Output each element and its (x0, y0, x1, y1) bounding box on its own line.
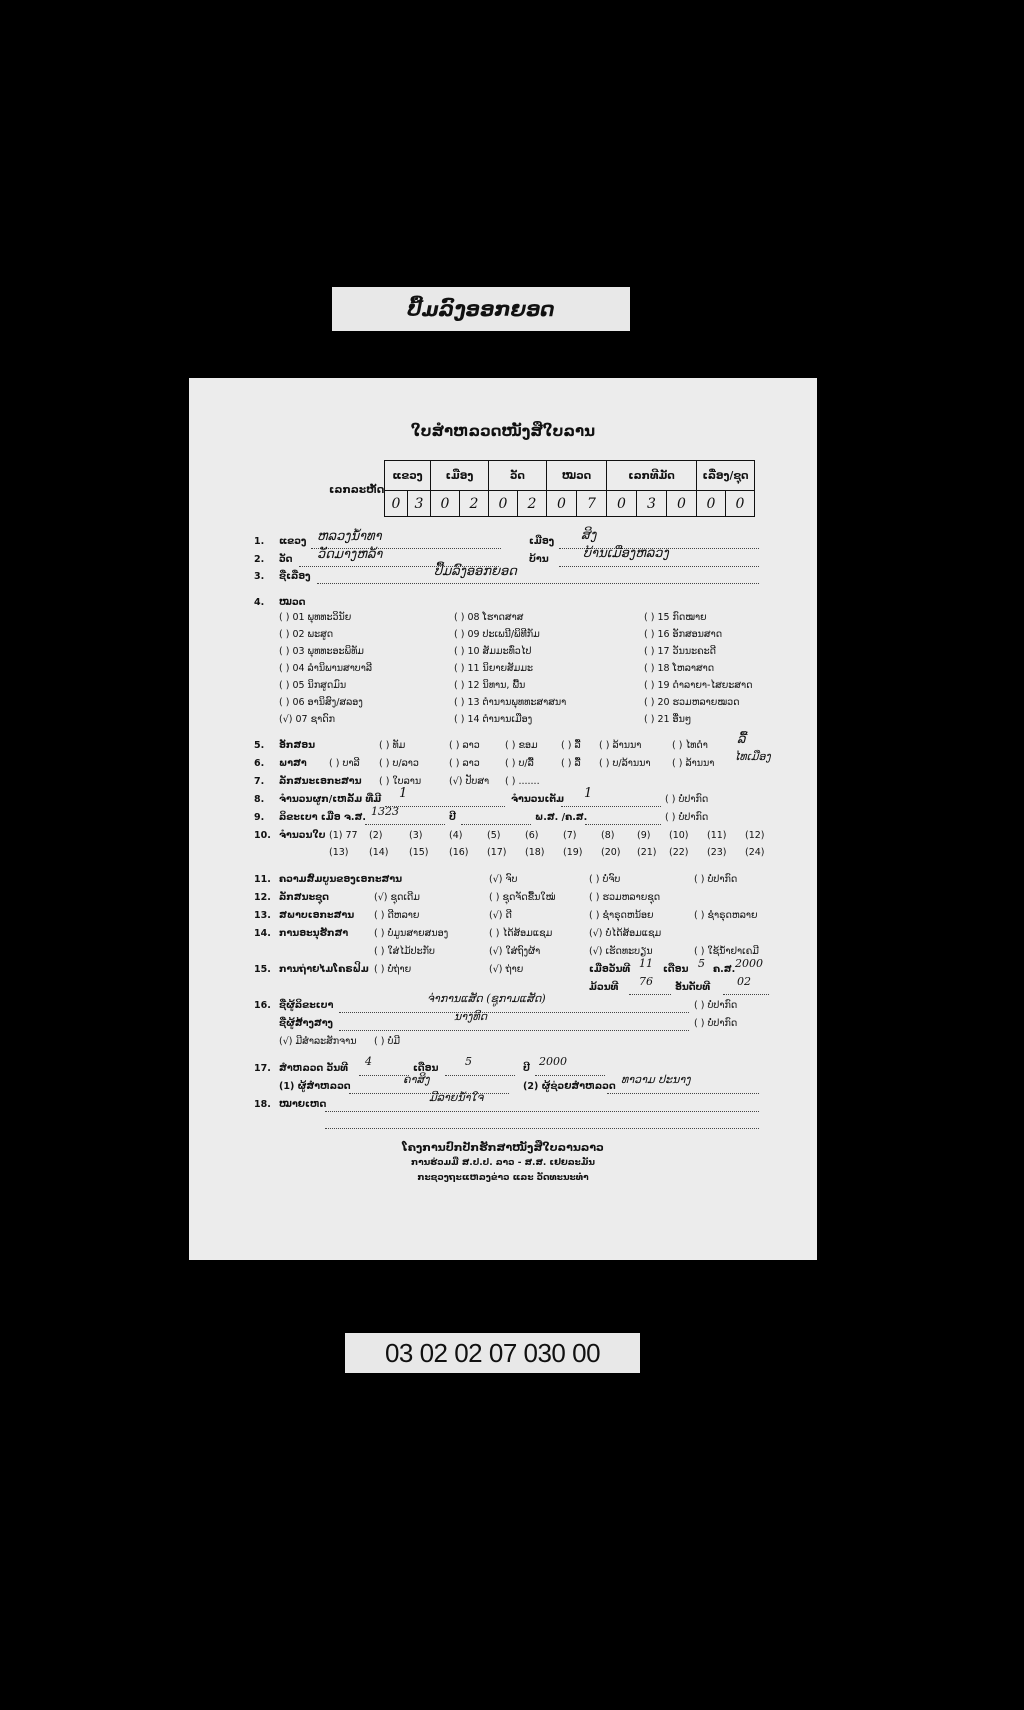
fill-line (365, 824, 445, 825)
language-option: ( ) ລື້ (561, 758, 581, 769)
title-value: ປື້ມລົງອອກຍອດ (434, 564, 517, 579)
fill-line (445, 1075, 515, 1076)
code-digit: 7 (577, 491, 607, 517)
conservation-option: ( ) ບໍ່ມູນສາຍສນອງ (374, 928, 449, 939)
code-digit: 0 (489, 491, 518, 517)
footer-cooperation: ການຮ່ວມມື ສ.ປ.ປ. ລາວ - ສ.ສ. ເຢຍລະມັນ (411, 1158, 595, 1168)
code-digit: 0 (431, 491, 460, 517)
leaf-cell: (4) (449, 830, 463, 841)
category-option: ( ) 04 ລໍານິພານສາບາລີ (279, 663, 373, 674)
set-type-option: ( ) ຊຸດຈັດຂື້ນໃໝ່ (489, 892, 556, 903)
sequence-value: 02 (737, 975, 751, 988)
remarks-label: ໝາຍເຫດ (279, 1099, 327, 1110)
film-month-label: ເດືອນ (663, 964, 689, 975)
language-option: ( ) ລາວ (449, 758, 480, 769)
fill-line (559, 566, 759, 567)
form-title: ໃບສໍາຫລວດໜັງສືໃບລານ (410, 422, 596, 440)
language-option: ( ) ບ/ລາວ (379, 758, 419, 769)
survey-year-value: 2000 (539, 1055, 567, 1068)
script-option: ( ) ໄທດໍາ (672, 740, 708, 751)
completeness-option: ( ) ບໍ່ປາກົດ (694, 874, 738, 885)
roll-label: ມ້ວນທີ (589, 982, 619, 993)
row-number: 16. (254, 1000, 271, 1011)
survey-form (189, 378, 817, 1260)
code-digit: 3 (408, 491, 431, 517)
microfilm-option: (√) ຖ່າຍ (489, 964, 524, 975)
leaf-cell: (1) 77 (329, 830, 358, 841)
conservation-option: ( ) ໃຊ້ນໍ້າຢາເຄມີ (694, 946, 759, 957)
code-digit: 0 (667, 491, 697, 517)
leaf-cell: (18) (525, 847, 545, 858)
conservation-option: (√) ບໍ່ໄດ້ສ້ອມແຊມ (589, 928, 662, 939)
microfilm-label: ການຖ່າຍໄມໂຄຣຟິມ (279, 964, 369, 975)
category-label: ໝວດ (279, 597, 306, 608)
film-day-value: 11 (639, 957, 653, 970)
leaf-cell: (7) (563, 830, 577, 841)
conservation-option: (√) ເຮັດທະບຽນ (589, 946, 653, 957)
code-header: ແຂວງ (385, 461, 431, 491)
footer-ministry: ກະຊວງຖະແຫລງຂ່າວ ແລະ ວັດທະນະທໍາ (417, 1173, 589, 1183)
conservation-option: ( ) ໃສ່ໄມ້ປະກັບ (374, 946, 435, 957)
unknown-option: ( ) ບໍ່ປາກົດ (694, 1018, 738, 1029)
category-option: ( ) 20 ຮວມຫລາຍໝວດ (644, 697, 740, 708)
leaf-cell: (13) (329, 847, 349, 858)
code-label: ເລກລະຫັດ (329, 484, 385, 496)
code-header: ວັດ (489, 461, 547, 491)
fill-line (359, 1075, 409, 1076)
era-label: ພ.ສ. /ຄ.ສ. (535, 812, 588, 823)
leaf-cell: (22) (669, 847, 689, 858)
category-option: (√) 07 ຊາດົກ (279, 714, 335, 725)
leaf-cell: (2) (369, 830, 383, 841)
condition-option: ( ) ດີຫລາຍ (374, 910, 420, 921)
leaf-count-label: ຈໍານວນໃບ (279, 830, 326, 841)
language-handwritten: ໄທເມືອງ (734, 750, 771, 763)
material-option: (√) ປັບສາ (449, 776, 490, 787)
leaf-cell: (15) (409, 847, 429, 858)
province-value: ຫລວງນໍ້າທາ (317, 529, 382, 544)
conservation-label: ການອະນຸຮັກສາ (279, 928, 349, 939)
leaf-cell: (12) (745, 830, 765, 841)
fill-line (339, 1012, 689, 1013)
material-option: ( ) ....... (505, 776, 540, 787)
row-number: 17. (254, 1063, 271, 1074)
temple-label: ວັດ (279, 554, 293, 565)
row-number: 1. (254, 536, 265, 547)
leaf-cell: (11) (707, 830, 727, 841)
leaf-cell: (19) (563, 847, 583, 858)
row-number: 5. (254, 740, 265, 751)
code-digit: 0 (385, 491, 408, 517)
category-option: ( ) 18 ໂຫລາສາດ (644, 663, 715, 674)
sequence-label: ອັນດັບທີ (675, 982, 711, 993)
material-option: ( ) ໃບລານ (379, 776, 422, 787)
leaf-cell: (14) (369, 847, 389, 858)
row-number: 15. (254, 964, 271, 975)
category-option: ( ) 01 ພຸທທະວິນັຍ (279, 612, 352, 623)
leaf-cell: (5) (487, 830, 501, 841)
code-header: ໝວດ (547, 461, 607, 491)
row-number: 18. (254, 1099, 271, 1110)
copy-date-label: ລິຂະເບາ ເມື່ອ ຈ.ສ. (279, 812, 367, 823)
category-option: ( ) 03 ພຸທທະອະພິທັມ (279, 646, 364, 657)
survey-date-label: ສໍາຫລວດ ວັນທີ (279, 1063, 349, 1074)
row-number: 14. (254, 928, 271, 939)
fill-line (585, 824, 661, 825)
code-digit: 3 (637, 491, 667, 517)
category-option: ( ) 21 ອື່ນໆ (644, 714, 692, 725)
scribe-label: ຊື່ຜູ້ລິຂະເບາ (279, 1000, 334, 1011)
category-option: ( ) 11 ນິຍາຍສັມມະ (454, 663, 534, 674)
category-option: ( ) 02 ພະສູດ (279, 629, 334, 640)
surveyor-label: (1) ຜູ້ສໍາຫລວດ (279, 1081, 351, 1092)
remarks-value: ມີລາຍນ້ໍາໃຈ (429, 1091, 484, 1104)
fill-line (723, 994, 769, 995)
district-label: ເມືອງ (529, 536, 555, 547)
row-number: 12. (254, 892, 271, 903)
category-option: ( ) 16 ອັກສອນສາດ (644, 629, 723, 640)
script-option: ( ) ທັມ (379, 740, 406, 751)
leaf-cell: (9) (637, 830, 651, 841)
condition-option: ( ) ຊໍາຣຸດຫນ້ອຍ (589, 910, 654, 921)
full-count-label: ຈໍານວນເຕັມ (511, 794, 565, 805)
language-option: ( ) ບາລີ (329, 758, 360, 769)
code-header: ເລື່ອງ/ຊຸດ (697, 461, 755, 491)
completeness-label: ຄວາມສົມບູນຂອງເອກະສານ (279, 874, 403, 885)
row-number: 11. (254, 874, 271, 885)
survey-month-label: ເດືອນ (413, 1063, 439, 1074)
survey-day-value: 4 (365, 1055, 372, 1068)
row-number: 9. (254, 812, 265, 823)
fill-line (607, 1093, 759, 1094)
film-month-value: 5 (698, 957, 705, 970)
row-number: 3. (254, 571, 265, 582)
code-digit: 0 (726, 491, 755, 517)
language-label: ພາສາ (279, 758, 307, 769)
category-option: ( ) 06 ອານິສົງ/ສລອງ (279, 697, 363, 708)
temple-value: ວັດມາງຫລ້າ (317, 547, 383, 562)
full-count-value: 1 (584, 786, 593, 801)
assistant-value: ທາວາມ ປະນາງ (621, 1073, 691, 1086)
fill-line (325, 1111, 759, 1112)
category-option: ( ) 15 ກົດໝາຍ (644, 612, 707, 623)
category-option: ( ) 08 ໂຮາດສາສ (454, 612, 524, 623)
completeness-option: ( ) ບໍ່ຈົບ (589, 874, 621, 885)
row-number: 6. (254, 758, 265, 769)
condition-option: (√) ດີ (489, 910, 512, 921)
code-header: ເມືອງ (431, 461, 489, 491)
condition-option: ( ) ຊໍາຣຸດຫລາຍ (694, 910, 758, 921)
row-number: 10. (254, 830, 271, 841)
row-number: 7. (254, 776, 265, 787)
leaf-cell: (8) (601, 830, 615, 841)
code-digit: 2 (518, 491, 547, 517)
film-year-value: 2000 (735, 957, 763, 970)
colophon-option: ( ) ບໍ່ມີ (374, 1036, 401, 1047)
language-option: ( ) ບ/ລື້ (505, 758, 534, 769)
scribe-value: ຈ່າການແສັດ (ຊູກາມແສັດ) (427, 992, 546, 1005)
roll-value: 76 (639, 975, 653, 988)
fascicle-count-value: 1 (399, 786, 408, 801)
leaf-cell: (17) (487, 847, 507, 858)
leaf-cell: (3) (409, 830, 423, 841)
conservation-option: (√) ໃສ່ຖົງຜ້າ (489, 946, 541, 957)
code-header: ເລກທີມັດ (607, 461, 697, 491)
script-option: ( ) ຂອມ (505, 740, 538, 751)
colophon-option: (√) ມີສໍາລະສັກຈານ (279, 1036, 357, 1047)
unknown-option: ( ) ບໍ່ປາກົດ (665, 812, 709, 823)
material-label: ລັກສນະເອກະສານ (279, 776, 362, 787)
set-type-option: (√) ຊຸດເດີມ (374, 892, 420, 903)
code-digit: 0 (607, 491, 637, 517)
code-digit: 0 (547, 491, 577, 517)
fill-line (325, 1128, 759, 1129)
category-option: ( ) 12 ນິທານ, ພື້ນ (454, 680, 526, 691)
sponsor-value: ນາງທິດ (454, 1010, 488, 1023)
category-option: ( ) 14 ຕໍານານເມືອງ (454, 714, 533, 725)
leaf-cell: (16) (449, 847, 469, 858)
code-digit: 0 (697, 491, 726, 517)
copy-year-value: 1323 (371, 805, 399, 818)
leaf-cell: (23) (707, 847, 727, 858)
film-label-card (332, 287, 630, 331)
province-label: ແຂວງ (279, 536, 307, 547)
completeness-option: (√) ຈົບ (489, 874, 518, 885)
script-option: ( ) ລ້ານນາ (599, 740, 642, 751)
survey-year-label: ປີ (523, 1063, 530, 1074)
language-option: ( ) ລ້ານນາ (672, 758, 715, 769)
category-option: ( ) 10 ສັມມະທົ່ວໄປ (454, 646, 532, 657)
village-label: ບ້ານ (529, 554, 549, 565)
script-label: ອັກສອນ (279, 740, 316, 751)
row-number: 13. (254, 910, 271, 921)
row-number: 2. (254, 554, 265, 565)
category-option: ( ) 13 ຕໍານານພຸທທະສາສນາ (454, 697, 567, 708)
fascicle-count-label: ຈໍານວນຜູກ/ເຫລັ້ມ ທີ່ມີ (279, 794, 382, 805)
script-option: ( ) ລື້ (561, 740, 581, 751)
fill-line (461, 824, 531, 825)
leaf-cell: (24) (745, 847, 765, 858)
fill-line (561, 806, 661, 807)
set-type-label: ລັກສນະຊຸດ (279, 892, 329, 903)
script-handwritten: ລື້ (737, 732, 746, 747)
fill-line (317, 583, 759, 584)
assistant-label: (2) ຜູ້ຊ່ວຍສໍາຫລວດ (523, 1081, 616, 1092)
code-table (384, 460, 755, 517)
village-value: ບ້ານເມືອງຫລວງ (583, 546, 669, 561)
category-option: ( ) 05 ນິກສູດມົນ (279, 680, 347, 691)
category-option: ( ) 19 ດໍາລາຍາ-ໄສຍະສາດ (644, 680, 753, 691)
leaf-cell: (10) (669, 830, 689, 841)
footer-project: ໂຄງການປົກປັກຮັກສາໜັງສືໃບລານລາວ (402, 1141, 604, 1154)
condition-label: ສພາບເອກະສານ (279, 910, 355, 921)
surveyor-value: ຄາສິງ (403, 1073, 430, 1086)
fill-line (385, 806, 505, 807)
sponsor-label: ຊື່ຜູ້ສ້າງສາງ (279, 1018, 333, 1029)
fill-line (339, 1030, 689, 1031)
script-option: ( ) ລາວ (449, 740, 480, 751)
film-code-card (345, 1333, 640, 1373)
district-value: ສິງ (581, 528, 597, 543)
category-option: ( ) 09 ປະເພນີ/ພິທີກັມ (454, 629, 540, 640)
category-option: ( ) 17 ວັນນະຄະດີ (644, 646, 716, 657)
microfilm-option: ( ) ບໍ່ຖ່າຍ (374, 964, 412, 975)
fill-line (535, 1075, 605, 1076)
code-digit: 2 (460, 491, 489, 517)
leaf-cell: (6) (525, 830, 539, 841)
conservation-option: ( ) ໄດ້ສ້ອມແຊມ (489, 928, 553, 939)
year-label: ປີ (449, 812, 456, 823)
row-number: 8. (254, 794, 265, 805)
leaf-cell: (20) (601, 847, 621, 858)
film-year-label: ຄ.ສ. (713, 964, 736, 975)
unknown-option: ( ) ບໍ່ປາກົດ (694, 1000, 738, 1011)
film-code: 03 02 02 07 030 00 (384, 1337, 601, 1368)
title-label: ຊື່ເລື່ອງ (279, 571, 311, 582)
film-label: ປື້ມລົງອອກຍອດ (407, 297, 555, 321)
film-date-label: ເມື່ອວັນທີ (589, 964, 631, 975)
set-type-option: ( ) ຮວມຫລາຍຊຸດ (589, 892, 661, 903)
row-number: 4. (254, 597, 265, 608)
survey-month-value: 5 (465, 1055, 472, 1068)
fill-line (629, 994, 671, 995)
leaf-cell: (21) (637, 847, 657, 858)
language-option: ( ) ບ/ລ້ານນາ (599, 758, 651, 769)
unknown-option: ( ) ບໍ່ປາກົດ (665, 794, 709, 805)
